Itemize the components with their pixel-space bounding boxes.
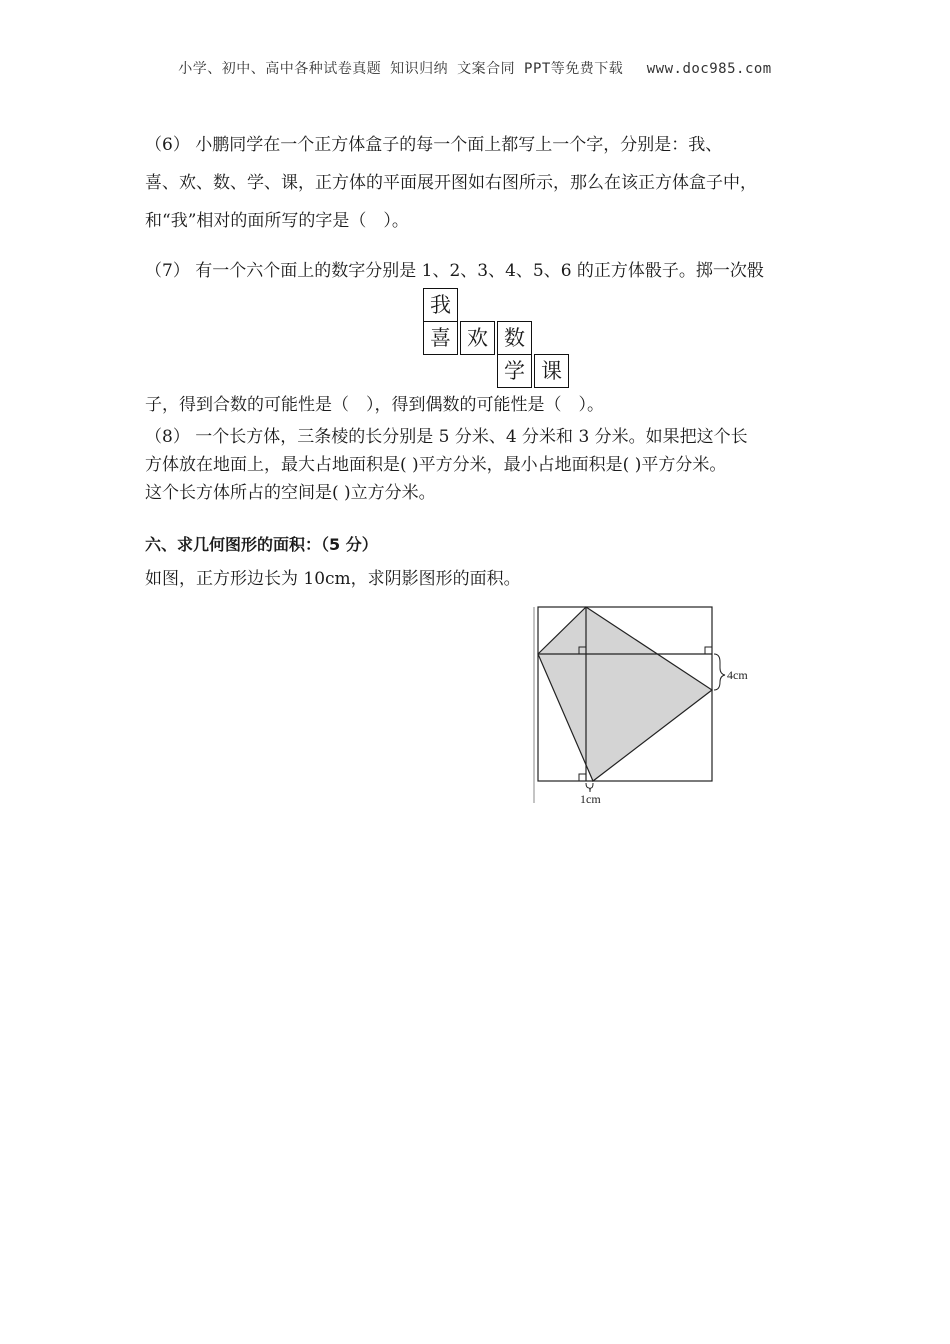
net-cell-xue: 学 xyxy=(497,354,532,388)
q8-line1: （8） 一个长方体，三条棱的长分别是 5 分米、4 分米和 3 分米。如果把这个长 xyxy=(145,427,748,447)
shaded-quadrilateral xyxy=(538,607,712,781)
label-4cm: 4cm xyxy=(727,668,748,682)
net-cell-shu: 数 xyxy=(497,321,532,355)
geometry-figure xyxy=(530,600,760,810)
brace-4cm xyxy=(714,654,725,690)
net-cell-ke: 课 xyxy=(534,354,569,388)
right-angle-mark-bottom xyxy=(579,774,586,781)
section-prompt: 如图，正方形边长为 10cm，求阴影图形的面积。 xyxy=(145,569,521,589)
q8-line2: 方体放在地面上，最大占地面积是( )平方分米，最小占地面积是( )平方分米。 xyxy=(145,455,727,475)
q7-line1: （7） 有一个六个面上的数字分别是 1、2、3、4、5、6 的正方体骰子。掷一次骰 xyxy=(145,261,764,281)
section-title: 六、求几何图形的面积：（5 分） xyxy=(145,535,378,554)
page-header: 小学、初中、高中各种试卷真题 知识归纳 文案合同 PPT等免费下载 www.doc985.com xyxy=(178,61,772,77)
net-cell-huan: 欢 xyxy=(460,321,495,355)
right-angle-mark-right xyxy=(705,647,712,654)
cube-net xyxy=(423,288,573,392)
net-cell-wo: 我 xyxy=(423,288,458,322)
brace-1cm xyxy=(586,783,593,792)
label-1cm: 1cm xyxy=(580,792,601,806)
q6-line3: 和“我”相对的面所写的字是（ ）。 xyxy=(145,211,409,231)
q8-line3: 这个长方体所占的空间是( )立方分米。 xyxy=(145,483,436,503)
q7-line2: 子，得到合数的可能性是（ ），得到偶数的可能性是（ ）。 xyxy=(145,395,604,415)
q6-line2: 喜、欢、数、学、课，正方体的平面展开图如右图所示，那么在该正方体盒子中， xyxy=(145,173,757,193)
q6-line1: （6） 小鹏同学在一个正方体盒子的每一个面上都写上一个字，分别是：我、 xyxy=(145,135,723,155)
net-cell-xi: 喜 xyxy=(423,321,458,355)
